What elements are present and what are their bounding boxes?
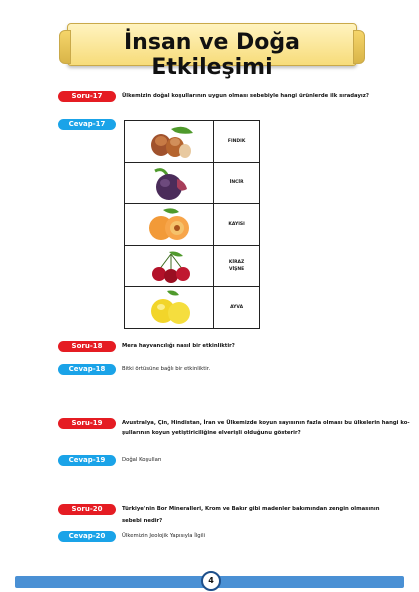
fruit-image-cell: [125, 245, 214, 287]
fruit-image-cell: [125, 121, 214, 163]
answer-20-text: Ülkemizin Jeolojik Yapısıyla İlgili: [122, 533, 206, 539]
question-20-text-line2: sebebi nedir?: [122, 518, 163, 524]
question-20-text-line1: Türkiye'nin Bor Mineralleri, Krom ve Bakır gibi madenler bakımından zengin olmasının: [122, 506, 380, 512]
quince-icon: [141, 289, 199, 327]
question-19-text-line1: Avustralya, Çin, Hindistan, İran ve Ülkemizde koyun sayısının fazla olması bu ülkelerin hangi ko-: [122, 420, 410, 426]
fig-icon: [141, 165, 199, 203]
fruit-name-cell: [214, 121, 260, 163]
question-17-text: Ülkemizin doğal koşullarının uygun olması sebebiyle hangi ürünlerde ilk sıradayız?: [122, 93, 369, 99]
fruit-name: KAYISI: [228, 221, 245, 227]
fruit-image-cell: [125, 162, 214, 204]
fruit-name-cell: [214, 204, 260, 246]
fruit-name-secondary: VİŞNE: [228, 267, 245, 273]
question-19-label: Soru-19: [58, 418, 116, 429]
page-number: 4: [201, 571, 221, 591]
answer-17-label: Cevap-17: [58, 119, 116, 130]
fruit-name-cell: [214, 287, 260, 329]
answer-19-text: Doğal Koşulları: [122, 457, 162, 463]
answer-20-label: Cevap-20: [58, 531, 116, 542]
table-row: [125, 245, 260, 287]
title-banner: [67, 23, 357, 80]
page-title: İnsan ve Doğa Etkileşimi: [124, 30, 300, 80]
table-row: [125, 287, 260, 329]
table-row: [125, 204, 260, 246]
answer-18-text: Bitki örtüsüne bağlı bir etkinliktir.: [122, 366, 211, 372]
fruit-name: KİRAZ: [228, 260, 245, 266]
fruit-table: [124, 120, 260, 329]
fruit-name: FINDIK: [227, 138, 246, 144]
fruit-image-cell: [125, 287, 214, 329]
fruit-name-cell: [214, 162, 260, 204]
fruit-name: AYVA: [230, 305, 244, 311]
question-17-label: Soru-17: [58, 91, 116, 102]
hazelnut-icon: [141, 123, 199, 161]
apricot-icon: [141, 206, 199, 244]
table-row: [125, 162, 260, 204]
fruit-name-cell: [214, 245, 260, 287]
answer-19-label: Cevap-19: [58, 455, 116, 466]
question-19-text-line2: şullarının koyun yetiştiriciliğine elverişli olduğunu gösterir?: [122, 430, 301, 436]
cherry-icon: [141, 248, 199, 286]
fruit-name: İNCİR: [229, 180, 244, 186]
question-20-label: Soru-20: [58, 504, 116, 515]
table-row: [125, 121, 260, 163]
question-18-text: Mera hayvancılığı nasıl bir etkinliktir?: [122, 343, 235, 349]
answer-18-label: Cevap-18: [58, 364, 116, 375]
question-18-label: Soru-18: [58, 341, 116, 352]
fruit-image-cell: [125, 204, 214, 246]
